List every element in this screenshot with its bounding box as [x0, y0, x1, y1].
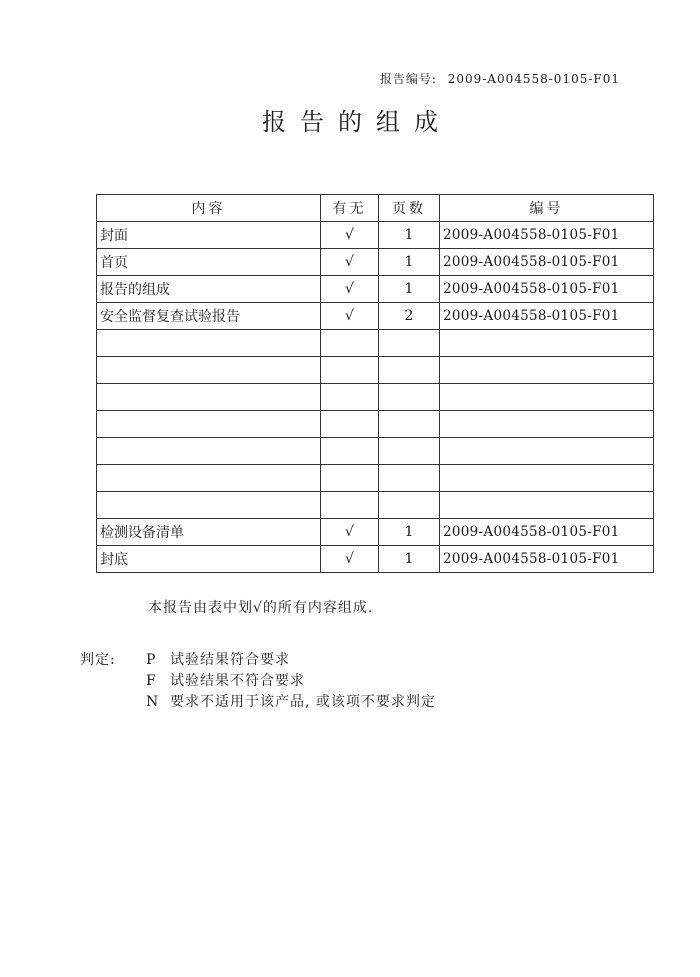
row-content: [97, 492, 321, 519]
row-present: √: [321, 249, 379, 276]
header-code: 编号: [440, 195, 654, 222]
row-code: [440, 438, 654, 465]
table-row: [97, 276, 654, 303]
row-present: √: [321, 303, 379, 330]
row-content: 安全监督复查试验报告: [97, 303, 321, 330]
row-pages: [379, 411, 440, 438]
row-content: 封面: [97, 222, 321, 249]
table-row: [97, 330, 654, 357]
row-pages: [379, 357, 440, 384]
row-present: [321, 330, 379, 357]
row-code: 2009-A004558-0105-F01: [440, 546, 654, 573]
row-pages: [379, 438, 440, 465]
row-content: [97, 330, 321, 357]
row-pages: 1: [379, 249, 440, 276]
row-present: √: [321, 222, 379, 249]
row-code: [440, 492, 654, 519]
table-row: [97, 357, 654, 384]
table-row: [97, 438, 654, 465]
row-content: [97, 465, 321, 492]
table-row: [97, 384, 654, 411]
table-row: [97, 303, 654, 330]
page-title: 报告的组成: [262, 108, 452, 136]
row-content: [97, 384, 321, 411]
legend-code: P: [146, 652, 157, 668]
report-number: [380, 70, 620, 87]
row-content: [97, 357, 321, 384]
row-pages: 1: [379, 222, 440, 249]
header-content: 内容: [97, 195, 321, 222]
legend-code: N: [146, 694, 160, 710]
contents-table: [96, 194, 654, 573]
table-row: [97, 411, 654, 438]
row-pages: 2: [379, 303, 440, 330]
row-code: 2009-A004558-0105-F01: [440, 519, 654, 546]
legend-items: [146, 650, 436, 713]
row-present: [321, 492, 379, 519]
table-row: [97, 465, 654, 492]
row-code: [440, 465, 654, 492]
legend-item-pass: [146, 650, 436, 671]
row-present: √: [321, 546, 379, 573]
row-code: 2009-A004558-0105-F01: [440, 276, 654, 303]
report-number-value: 2009-A004558-0105-F01: [447, 72, 620, 86]
legend-text: 试验结果符合要求: [170, 652, 290, 668]
row-content: 检测设备清单: [97, 519, 321, 546]
row-content: [97, 438, 321, 465]
report-number-label: 报告编号:: [379, 72, 437, 86]
table-row: [97, 546, 654, 573]
legend-text: 试验结果不符合要求: [170, 673, 305, 689]
row-present: [321, 357, 379, 384]
legend-text: 要求不适用于该产品, 或该项不要求判定: [170, 694, 436, 710]
table-row: [97, 249, 654, 276]
row-pages: [379, 492, 440, 519]
legend-item-fail: [146, 671, 436, 692]
row-present: [321, 384, 379, 411]
composition-note: 本报告由表中划√的所有内容组成.: [148, 600, 374, 616]
legend-item-na: [146, 692, 436, 713]
row-content: [97, 411, 321, 438]
legend-code: F: [146, 673, 157, 689]
row-present: [321, 411, 379, 438]
row-code: [440, 330, 654, 357]
row-pages: 1: [379, 519, 440, 546]
table-row: [97, 519, 654, 546]
legend-label: 判定:: [80, 652, 116, 668]
row-content: 报告的组成: [97, 276, 321, 303]
row-pages: 1: [379, 546, 440, 573]
row-code: 2009-A004558-0105-F01: [440, 303, 654, 330]
row-present: √: [321, 519, 379, 546]
row-present: [321, 465, 379, 492]
row-code: [440, 357, 654, 384]
table-row: [97, 492, 654, 519]
row-pages: 1: [379, 276, 440, 303]
row-pages: [379, 330, 440, 357]
row-pages: [379, 384, 440, 411]
row-content: 封底: [97, 546, 321, 573]
row-code: [440, 384, 654, 411]
row-code: 2009-A004558-0105-F01: [440, 249, 654, 276]
row-pages: [379, 465, 440, 492]
table-row: [97, 222, 654, 249]
header-pages: 页数: [379, 195, 440, 222]
row-content: 首页: [97, 249, 321, 276]
header-present: 有无: [321, 195, 379, 222]
table-header-row: [97, 195, 654, 222]
row-present: [321, 438, 379, 465]
row-present: √: [321, 276, 379, 303]
row-code: [440, 411, 654, 438]
row-code: 2009-A004558-0105-F01: [440, 222, 654, 249]
